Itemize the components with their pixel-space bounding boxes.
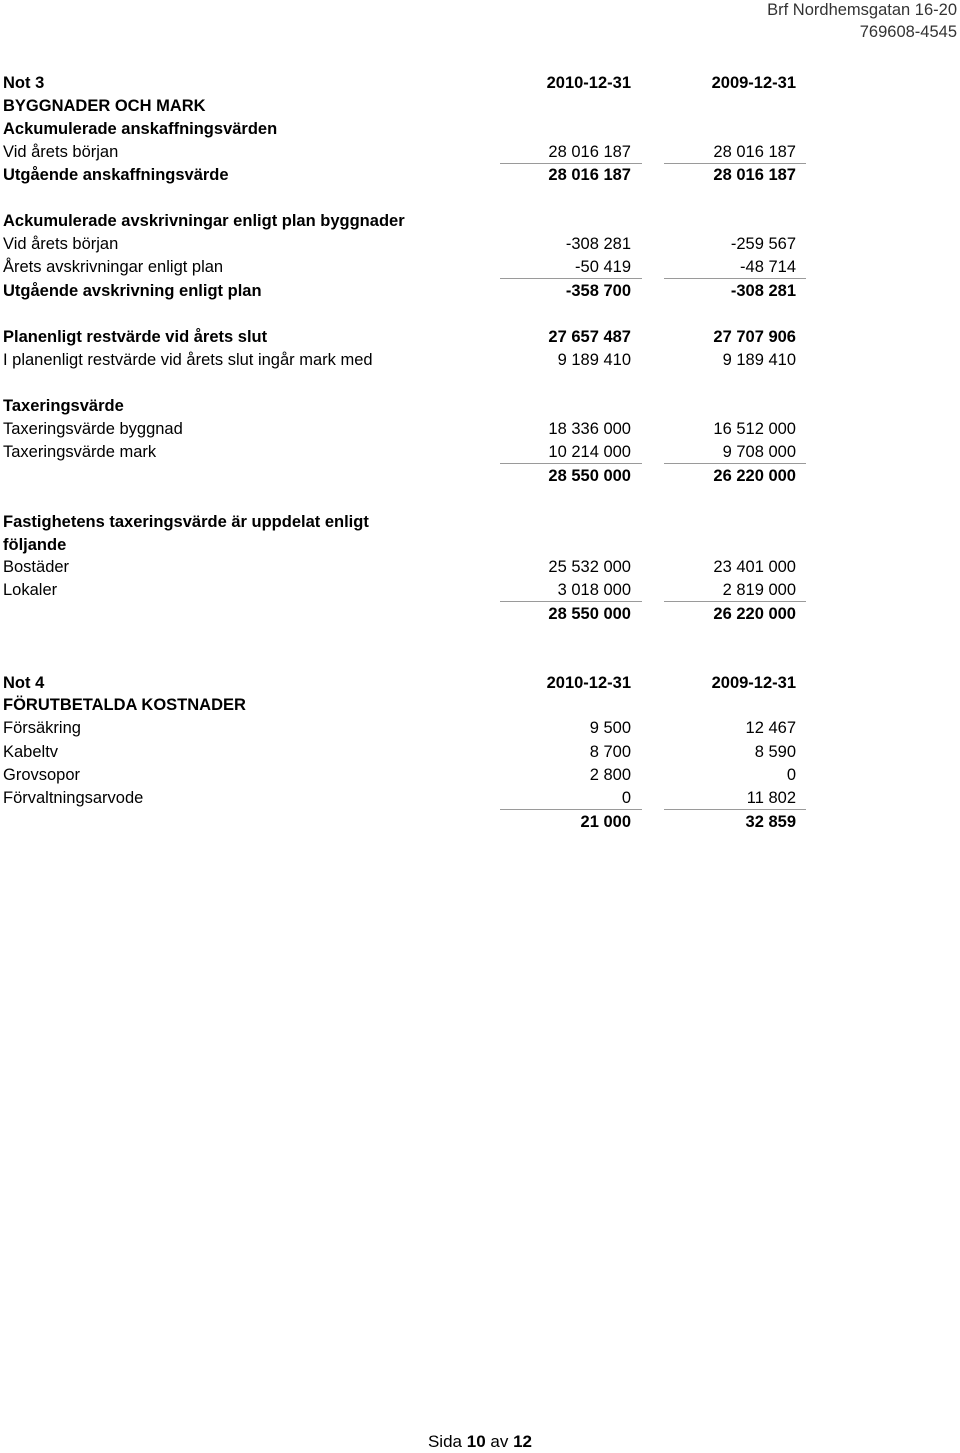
section-heading: Ackumulerade avskrivningar enligt plan byggnader (3, 212, 405, 230)
table-row: Vid årets början -308 281 -259 567 (3, 235, 796, 253)
note-3-title-row (0, 72, 960, 95)
table-row: Försäkring 9 500 12 467 (3, 719, 796, 737)
underline (500, 463, 642, 464)
note-title: Not 4 (3, 674, 45, 692)
org-number: 769608-4545 (859, 23, 957, 41)
table-row: Förvaltningsarvode 0 11 802 (0, 787, 960, 810)
col-header-2010: 2010-12-31 (546, 74, 631, 92)
page-label: Sida (427, 1432, 462, 1451)
underline (664, 278, 806, 279)
association-name: Brf Nordhemsgatan 16-20 (767, 1, 957, 19)
page-footer (0, 1431, 960, 1453)
col-header-2009: 2009-12-31 (711, 74, 796, 92)
table-row-total: 28 550 000 26 220 000 (548, 467, 796, 485)
section-heading: Taxeringsvärde (3, 397, 124, 415)
table-row: Vid årets början 28 016 187 28 016 187 (0, 141, 960, 164)
underline (664, 809, 806, 810)
table-row-total: Utgående avskrivning enligt plan -358 700 -308 281 (3, 282, 796, 300)
underline (500, 278, 642, 279)
note-title: Not 3 (3, 74, 45, 92)
section-heading: Fastighetens taxeringsvärde är uppdelat enligt (3, 513, 369, 531)
page-total: 12 (513, 1432, 533, 1451)
table-row: Taxeringsvärde byggnad 18 336 000 16 512 000 (3, 420, 796, 438)
underline (500, 809, 642, 810)
underline (664, 601, 806, 602)
note-heading: FÖRUTBETALDA KOSTNADER (3, 696, 246, 714)
table-row: Kabeltv 8 700 8 590 (3, 743, 796, 761)
section-heading: följande (3, 536, 67, 554)
table-row: Grovsopor 2 800 0 (3, 766, 796, 784)
table-row: Årets avskrivningar enligt plan -50 419 -48 714 (0, 256, 960, 279)
note-4-title-row (0, 672, 960, 695)
table-row-total: 21 000 32 859 (580, 813, 796, 831)
page-separator: av (490, 1432, 509, 1451)
table-row-total: Utgående anskaffningsvärde 28 016 187 28 016 187 (3, 166, 796, 184)
page-header (767, 0, 957, 43)
section-heading: Ackumulerade anskaffningsvärden (3, 120, 278, 138)
table-row: I planenligt restvärde vid årets slut ingår mark med 9 189 410 9 189 410 (3, 351, 796, 369)
underline (500, 601, 642, 602)
page-number: 10 (466, 1432, 486, 1451)
table-row: Taxeringsvärde mark 10 214 000 9 708 000 (0, 441, 960, 464)
table-row-total: Planenligt restvärde vid årets slut 27 657 487 27 707 906 (3, 328, 796, 346)
col-header-2009: 2009-12-31 (711, 674, 796, 692)
table-row: Bostäder 25 532 000 23 401 000 (3, 558, 796, 576)
table-row: Lokaler 3 018 000 2 819 000 (0, 579, 960, 602)
note-heading: BYGGNADER OCH MARK (3, 97, 206, 115)
underline (664, 463, 806, 464)
col-header-2010: 2010-12-31 (546, 674, 631, 692)
table-row-total: 28 550 000 26 220 000 (548, 605, 796, 623)
